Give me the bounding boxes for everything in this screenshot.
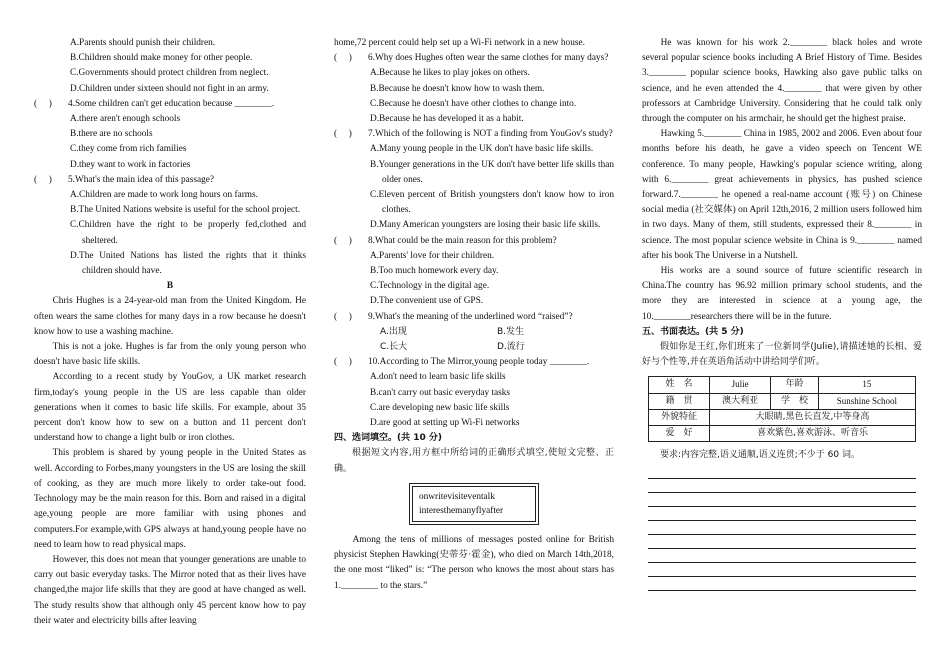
- q4-option-d: D.they want to work in factories: [70, 159, 191, 170]
- table-cell: 姓 名: [649, 377, 710, 393]
- passage-paragraph: Chris Hughes is a 24-year-old man from the United Kingdom. He often wears the same clothes for many days in a row because he doesn't know how to use a washing machine.: [34, 296, 306, 337]
- question-text: 4.Some children can't get education because ________.: [68, 98, 275, 109]
- q9-option-a: A.出现: [380, 326, 407, 337]
- table-row: [649, 393, 916, 409]
- question-9: [334, 310, 614, 325]
- q3-option-c: C.Governments should protect children from neglect.: [70, 68, 269, 79]
- word-box-line-2: interesthemanyflyafter: [419, 505, 504, 516]
- table-cell: 大眼睛,黑色长直发,中等身高: [710, 409, 916, 425]
- writing-line[interactable]: [648, 507, 916, 521]
- writing-line[interactable]: [648, 535, 916, 549]
- writing-lines[interactable]: [642, 465, 922, 591]
- q6-option-c: C.Because he doesn't have other clothes to change into.: [370, 98, 577, 109]
- q6-option-a: A.Because he likes to play jokes on others.: [370, 68, 530, 79]
- table-cell: 年龄: [771, 377, 819, 393]
- word-box: [409, 483, 539, 525]
- passage-paragraph: This is not a joke. Hughes is far from the only young person who doesn't have basic life skills.: [34, 342, 306, 368]
- section-5-title: 五、书面表达。(共 5 分): [642, 326, 744, 337]
- question-6: [334, 51, 614, 66]
- writing-line[interactable]: [648, 479, 916, 493]
- q4-option-a: A.there aren't enough schools: [70, 114, 181, 125]
- question-5: [34, 173, 306, 188]
- section-4-instructions: 根据短文内容,用方框中所给词的正确形式填空,使短文完整、正确。: [334, 448, 614, 474]
- q5-option-a: A.Children are made to work long hours on farms.: [70, 190, 258, 201]
- q3-option-b: B.Children should make money for other people.: [70, 53, 253, 64]
- passage-paragraph: This problem is shared by young people in the United States as well. According to Forbes,many youngsters in the US are losing the skill of cooking, as they are much more likely to order take-out food. Technology may be the main reason for this. Born and raised in a digital age,young people are more familiar with using phones and computers.For example,with GPS always at hand,young people have no need to learn how to read physical maps.: [34, 448, 306, 550]
- table-cell: 籍 贯: [649, 393, 710, 409]
- table-cell: 爱 好: [649, 426, 710, 442]
- q5-option-c: C.Children have the right to be properly fed,clothed and sheltered.: [70, 220, 306, 246]
- writing-line[interactable]: [648, 465, 916, 479]
- table-cell: Julie: [710, 377, 771, 393]
- question-text: 7.Which of the following is NOT a finding from YouGov's study?: [368, 129, 613, 140]
- table-cell: 澳大利亚: [710, 393, 771, 409]
- table-row: [649, 377, 916, 393]
- table-cell: 15: [818, 377, 915, 393]
- cloze-passage-start: Among the tens of millions of messages posted online for British physicist Stephen Hawking(史蒂芬·霍金), who died on March 14th,2018, the one most “liked” is: “The person who knows the most about stars has 1.________ to the stars.”: [334, 534, 614, 591]
- column-3: [642, 36, 922, 591]
- q6-option-b: B.Because he doesn't know how to wash them.: [370, 83, 545, 94]
- q9-option-d: D.流行: [497, 342, 525, 353]
- cloze-paragraph: His works are a sound source of future scientific research in China.The country has 96.92 million primary school students, and the more they are interested in science at a young age, the 10.________researchers there will be in the future.: [642, 266, 922, 322]
- cloze-paragraph: He was known for his work 2.________ black holes and wrote several popular science books including A Brief History of Time. Besides 3.________ popular science books, Hawking also gave public talks on science, and he even attended the 4.________ that were given by other professors at Cambridge University. Considering that he could talk only through the computer on his armchair, he should get the highest praise.: [642, 38, 922, 125]
- question-text: 9.What's the meaning of the underlined word “raised”?: [368, 311, 573, 322]
- passage-paragraph: According to a recent study by YouGov, a UK market research firm,today's young people in the US are less capable than older generations when it comes to basic life skills. For example, about 35 percent don't know how to sew on a button and 11 percent don't understand how to change a light bulb or iron clothes.: [34, 372, 306, 444]
- q9-options-row-1: [334, 325, 614, 340]
- answer-bracket[interactable]: ( ): [334, 129, 352, 140]
- question-text: 6.Why does Hughes often wear the same clothes for many days?: [368, 53, 609, 64]
- question-4: [34, 97, 306, 112]
- answer-bracket[interactable]: ( ): [34, 174, 52, 185]
- question-8: [334, 234, 614, 249]
- q8-option-c: C.Technology in the digital age.: [370, 281, 490, 292]
- q9-options-row-2: [334, 340, 614, 355]
- writing-line[interactable]: [648, 493, 916, 507]
- answer-bracket[interactable]: ( ): [334, 235, 352, 246]
- q4-option-b: B.there are no schools: [70, 129, 153, 140]
- q3-option-a: A.Parents should punish their children.: [70, 38, 216, 48]
- q9-option-b: B.发生: [497, 326, 525, 337]
- writing-line[interactable]: [648, 577, 916, 591]
- table-row: [649, 409, 916, 425]
- q9-option-c: C.长大: [380, 342, 408, 353]
- answer-bracket[interactable]: ( ): [334, 53, 352, 64]
- section-5-instructions: 假如你是王红,你们班来了一位新同学(Julie),请描述她的长相、爱好与个性等,并在英语角活动中讲给同学们听。: [642, 342, 922, 368]
- table-cell: 外貌特征: [649, 409, 710, 425]
- q7-option-a: A.Many young people in the UK don't have basic life skills.: [370, 144, 594, 155]
- writing-requirement: 要求:内容完整,语义通顺,语义连贯;不少于 60 词。: [660, 450, 860, 461]
- writing-line[interactable]: [648, 521, 916, 535]
- table-cell: Sunshine School: [818, 393, 915, 409]
- q10-option-b: B.can't carry out basic everyday tasks: [370, 387, 511, 398]
- column-2: [334, 36, 614, 594]
- q8-option-a: A.Parents' love for their children.: [370, 250, 495, 261]
- table-row: [649, 426, 916, 442]
- q7-option-b: B.Younger generations in the UK don't have better life skills than older ones.: [370, 159, 614, 185]
- q7-option-d: D.Many American youngsters are losing their basic life skills.: [370, 220, 601, 231]
- q10-option-d: D.are good at setting up Wi-Fi networks: [370, 418, 520, 429]
- question-text: 8.What could be the main reason for this problem?: [368, 235, 557, 246]
- section-4-title: 四、选词填空。(共 10 分): [334, 433, 443, 444]
- q10-option-c: C.are developing new basic life skills: [370, 402, 510, 413]
- table-cell: 喜欢紫色,喜欢游泳、听音乐: [710, 426, 916, 442]
- table-cell: 学 校: [771, 393, 819, 409]
- student-info-table: [648, 376, 916, 442]
- writing-line[interactable]: [648, 563, 916, 577]
- question-text: 5.What's the main idea of this passage?: [68, 174, 214, 185]
- passage-continuation: home,72 percent could help set up a Wi-Fi network in a new house.: [334, 38, 585, 48]
- q4-option-c: C.they come from rich families: [70, 144, 187, 155]
- q10-option-a: A.don't need to learn basic life skills: [370, 372, 506, 383]
- q8-option-b: B.Too much homework every day.: [370, 266, 499, 277]
- q5-option-d: D.The United Nations has listed the rights that it thinks children should have.: [70, 250, 306, 277]
- question-7: [334, 127, 614, 142]
- cloze-paragraph: Hawking 5.________ China in 1985, 2002 and 2006. Even about four months before his death, he gave a video speech on Tencent WE conference. To many people, Hawking's popular science writing, along with 6.________ great achievements in physics, has pushed science forward.7.________ he opened a real-name account (账号) on Chinese social media (社交媒体) on April 12th,2016, 2 million users followed him in two days. Many of them, still students, expressed their 8.________ in science. The most popular science website in China is 9.________ named after his book The Universe in a Nutshell.: [642, 129, 922, 261]
- word-box-line-1: onwritevisiteventalk: [419, 491, 495, 502]
- answer-bracket[interactable]: ( ): [334, 311, 352, 322]
- q6-option-d: D.Because he has developed it as a habit.: [370, 114, 524, 125]
- q7-option-c: C.Eleven percent of British youngsters don't know how to iron clothes.: [370, 190, 614, 216]
- q3-option-d: D.Children under sixteen should not fight in an army.: [70, 83, 269, 94]
- writing-line[interactable]: [648, 549, 916, 563]
- q8-option-d: D.The convenient use of GPS.: [370, 296, 484, 307]
- passage-paragraph: However, this does not mean that younger generations are unable to carry out basic everyday tasks. The Mirror noted that as their lives have changed,the major life skills that they are good at have changed as well. The study results show that although only 45 percent know how to pay their water and electricity bills after leaving: [34, 554, 306, 626]
- question-text: 10.According to The Mirror,young people today ________.: [368, 357, 590, 368]
- question-10: [334, 355, 614, 370]
- answer-bracket[interactable]: ( ): [334, 357, 352, 368]
- answer-bracket[interactable]: ( ): [34, 98, 52, 109]
- section-b-heading: B: [166, 281, 174, 292]
- column-1: [34, 36, 306, 629]
- q5-option-b: B.The United Nations website is useful for the school project.: [70, 205, 301, 216]
